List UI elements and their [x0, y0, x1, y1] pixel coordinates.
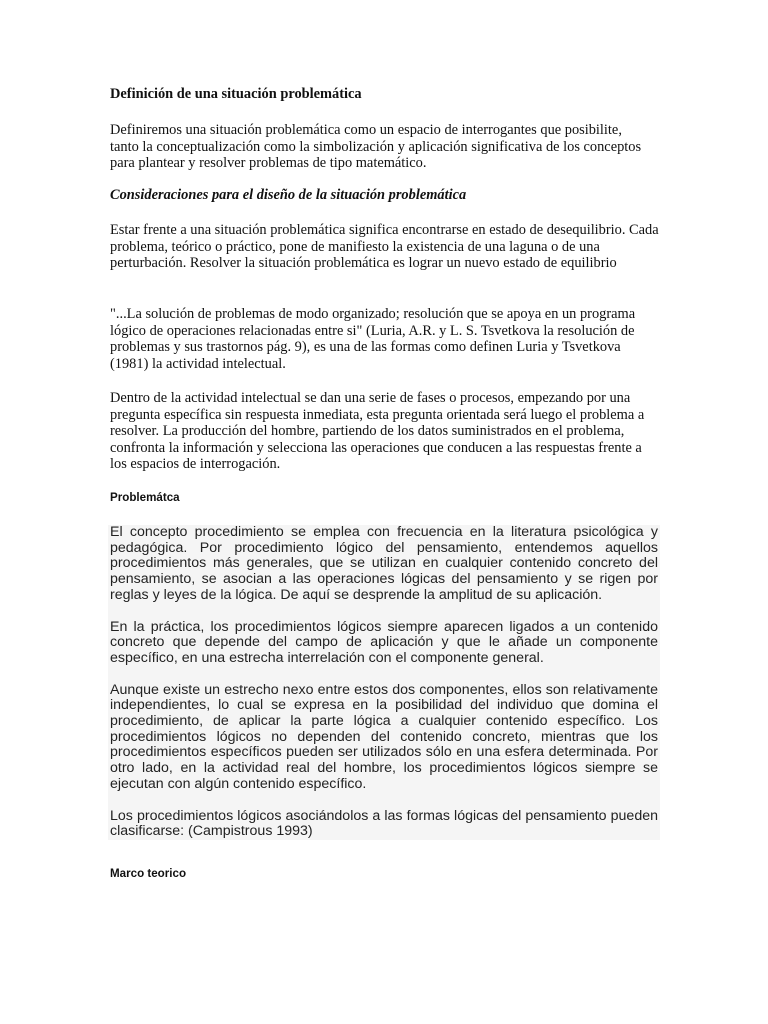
paragraph-definition [110, 122, 650, 172]
paragraph-procedure-concept: El concepto procedimiento se emplea con frecuencia en la literatura psicológica y pedagógica. Por procedimiento lógico del pensamiento, entendemos aquellos procedimientos más generales, que se utilizan en cualquier contenido concreto del pensamiento, se asocian a las operaciones lógicas del pensamiento y se rigen por reglas y leyes de la lógica. De aquí se desprende la amplitud de su aplicación. [110, 524, 658, 603]
shaded-text-block [108, 525, 660, 840]
paragraph-equilibrium [110, 222, 662, 272]
paragraph-intellectual-activity [110, 390, 662, 473]
paragraph-quote-luria [110, 306, 658, 372]
section-heading-considerations: Consideraciones para el diseño de la situación problemática [110, 187, 467, 203]
section-heading-marco-teorico: Marco teorico [110, 867, 187, 880]
page-title: Definición de una situación problemática [110, 86, 362, 102]
paragraph-components: Aunque existe un estrecho nexo entre estos dos componentes, ellos son relativamente independientes, lo cual se expresa en la posibilidad del individuo que domina el procedimiento, de aplicar la parte lógica a cualquier contenido específico. Los procedimientos lógicos no dependen del contenido concreto, mientras que los procedimientos específicos pueden ser utilizados sólo en una esfera determinada. Por otro lado, en la actividad real del hombre, los procedimientos lógicos siempre se ejecutan con algún contenido específico. [110, 681, 658, 792]
paragraph-text: Definiremos una situación problemática como un espacio de interrogantes que posibilite, tanto la conceptualización como la simbolización y aplicación significativa de los conceptos para plantear y resolver problemas de tipo matemático. [110, 122, 642, 172]
paragraph-text: Estar frente a una situación problemática significa encontrarse en estado de desequilibrio. Cada problema, teórico o práctico, pone de manifiesto la existencia de una laguna o de una perturbación. Resolver la situación problemática es lograr un nuevo estado de equilibrio [110, 222, 659, 272]
section-heading-problematica: Problemátca [110, 491, 180, 504]
paragraph-text: "...La solución de problemas de modo organizado; resolución que se apoya en un programa lógico de operaciones relacionadas entre si" (Luria, A.R. y L. S. Tsvetkova la resolución de problemas y sus trastornos pág. 9), es una de las formas como definen Luria y Tsvetkova (1981) la actividad intelectual. [110, 306, 636, 372]
paragraph-classification: Los procedimientos lógicos asociándolos a las formas lógicas del pensamiento pueden clasificarse: (Campistrous 1993) [110, 807, 658, 840]
paragraph-practice: En la práctica, los procedimientos lógicos siempre aparecen ligados a un contenido concreto que depende del campo de aplicación y que le añade un componente específico, en una estrecha interrelación con el componente general. [110, 618, 658, 666]
paragraph-text: Dentro de la actividad intelectual se dan una serie de fases o procesos, empezando por una pregunta específica sin respuesta inmediata, esta pregunta orientada será luego el problema a resolver. La producción del hombre, partiendo de los datos suministrados en el problema, confronta la información y selecciona las operaciones que conducen a las respuestas frente a los espacios de interrogación. [110, 390, 645, 473]
